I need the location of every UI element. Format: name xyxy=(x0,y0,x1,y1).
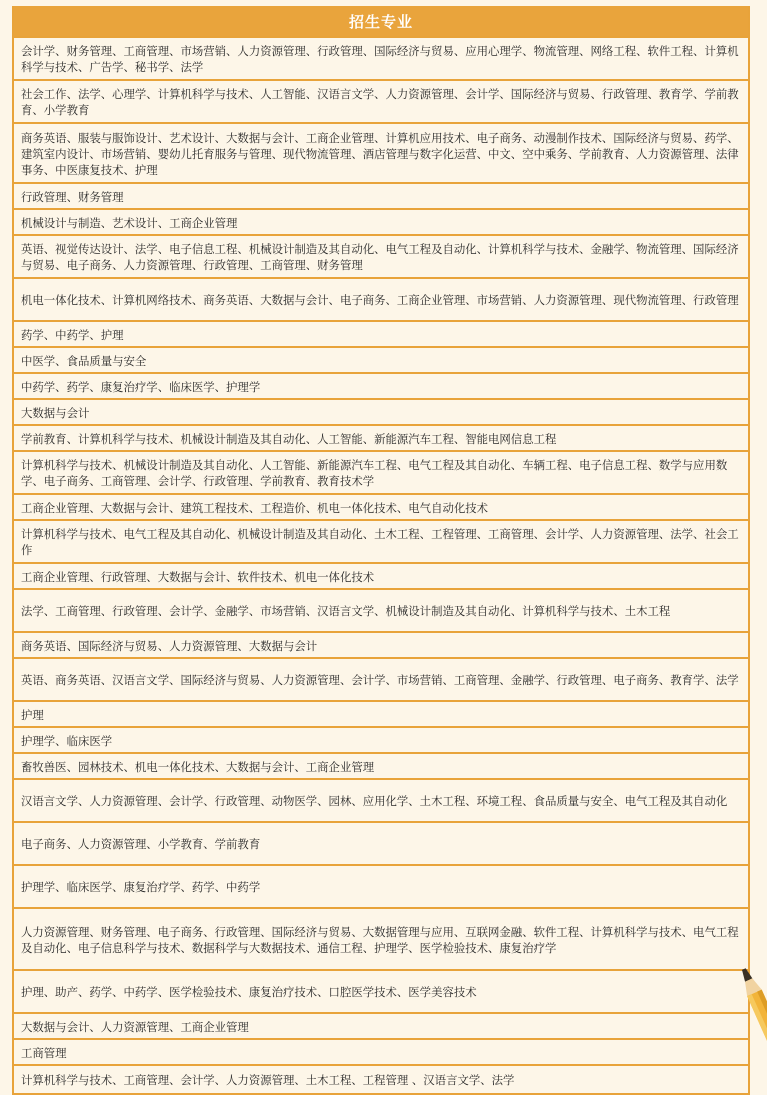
table-cell: 机械设计与制造、艺术设计、工商企业管理 xyxy=(21,215,238,230)
table-cell: 人力资源管理、财务管理、电子商务、行政管理、国际经济与贸易、大数据管理与应用、互联网金融、软件工程、计算机科学与技术、电气工程及自动化、电子信息科学与技术、数据科学与大数据技术、通信工程、护理学、医学检验技术、康复治疗学 xyxy=(21,924,739,955)
table-cell: 工商管理 xyxy=(21,1045,67,1060)
table-cell: 工商企业管理、大数据与会计、建筑工程技术、工程造价、机电一体化技术、电气自动化技术 xyxy=(21,500,489,515)
table-row xyxy=(14,234,748,277)
table-cell: 学前教育、计算机科学与技术、机械设计制造及其自动化、人工智能、新能源汽车工程、智能电网信息工程 xyxy=(21,431,557,446)
table-row xyxy=(14,700,748,726)
table-cell: 商务英语、国际经济与贸易、人力资源管理、大数据与会计 xyxy=(21,638,318,653)
table-row xyxy=(14,208,748,234)
table-row xyxy=(14,1064,748,1093)
table-row xyxy=(14,346,748,372)
table-row xyxy=(14,79,748,122)
table-cell: 畜牧兽医、园林技术、机电一体化技术、大数据与会计、工商企业管理 xyxy=(21,759,375,774)
table-row xyxy=(14,122,748,182)
table-row xyxy=(14,1038,748,1064)
table-row xyxy=(14,864,748,907)
table-cell: 商务英语、服装与服饰设计、艺术设计、大数据与会计、工商企业管理、计算机应用技术、电子商务、动漫制作技术、国际经济与贸易、药学、建筑室内设计、市场营销、婴幼儿托育服务与管理、现代物流管理、酒店管理与数字化运营、中文、空中乘务、学前教育、人力资源管理、法律事务、中医康复技术、护理 xyxy=(21,130,739,177)
table-cell: 护理学、临床医学 xyxy=(21,733,113,748)
table-row xyxy=(14,657,748,700)
table-row xyxy=(14,969,748,1012)
table-cell: 护理 xyxy=(21,707,44,722)
table-cell: 英语、商务英语、汉语言文学、国际经济与贸易、人力资源管理、会计学、市场营销、工商管理、金融学、行政管理、电子商务、教育学、法学 xyxy=(21,673,739,687)
table-row xyxy=(14,450,748,493)
table-cell: 电子商务、人力资源管理、小学教育、学前教育 xyxy=(21,837,261,851)
table-cell: 计算机科学与技术、机械设计制造及其自动化、人工智能、新能源汽车工程、电气工程及其自动化、车辆工程、电子信息工程、数学与应用数学、电子商务、工商管理、会计学、行政管理、学前教育、教育技术学 xyxy=(21,458,728,488)
table-cell: 计算机科学与技术、工商管理、会计学、人力资源管理、土木工程、工程管理 、汉语言文学、法学 xyxy=(21,1073,515,1087)
table-row xyxy=(14,588,748,631)
table-cell: 计算机科学与技术、电气工程及其自动化、机械设计制造及其自动化、土木工程、工程管理、工商管理、会计学、人力资源管理、法学、社会工作 xyxy=(21,527,739,557)
table-cell: 行政管理、财务管理 xyxy=(21,189,124,204)
table-row xyxy=(14,778,748,821)
table-row xyxy=(14,907,748,969)
table-row xyxy=(14,398,748,424)
table-cell: 大数据与会计、人力资源管理、工商企业管理 xyxy=(21,1019,249,1034)
table-row xyxy=(14,424,748,450)
table-cell: 英语、视觉传达设计、法学、电子信息工程、机械设计制造及其自动化、电气工程及自动化、计算机科学与技术、金融学、物流管理、国际经济与贸易、电子商务、人力资源管理、行政管理、工商管理、财务管理 xyxy=(21,242,739,272)
table-cell: 药学、中药学、护理 xyxy=(21,327,124,342)
table-row xyxy=(14,821,748,864)
table-row xyxy=(14,36,748,79)
table-row xyxy=(14,493,748,519)
table-header xyxy=(14,6,748,36)
table-cell: 法学、工商管理、行政管理、会计学、金融学、市场营销、汉语言文学、机械设计制造及其自动化、计算机科学与技术、土木工程 xyxy=(21,604,671,618)
table-cell: 工商企业管理、行政管理、大数据与会计、软件技术、机电一体化技术 xyxy=(21,569,375,584)
table-row xyxy=(14,277,748,320)
table-row xyxy=(14,726,748,752)
table-row xyxy=(14,519,748,562)
table-row xyxy=(14,372,748,398)
pencil-icon xyxy=(736,968,767,1095)
table-row xyxy=(14,562,748,588)
table-cell: 护理、助产、药学、中药学、医学检验技术、康复治疗技术、口腔医学技术、医学美容技术 xyxy=(21,985,477,999)
table-cell: 汉语言文学、人力资源管理、会计学、行政管理、动物医学、园林、应用化学、土木工程、环境工程、食品质量与安全、电气工程及其自动化 xyxy=(21,794,728,808)
table-cell: 会计学、财务管理、工商管理、市场营销、人力资源管理、行政管理、国际经济与贸易、应用心理学、物流管理、网络工程、软件工程、计算机科学与技术、广告学、秘书学、法学 xyxy=(21,44,739,74)
table-cell: 机电一体化技术、计算机网络技术、商务英语、大数据与会计、电子商务、工商企业管理、市场营销、人力资源管理、现代物流管理、行政管理 xyxy=(21,293,739,307)
table-row xyxy=(14,320,748,346)
table-cell: 大数据与会计 xyxy=(21,405,90,420)
table-row xyxy=(14,752,748,778)
table-row xyxy=(14,182,748,208)
table-cell: 中药学、药学、康复治疗学、临床医学、护理学 xyxy=(21,379,261,394)
table-row xyxy=(14,1012,748,1038)
table-cell: 中医学、食品质量与安全 xyxy=(21,353,147,368)
table-cell: 社会工作、法学、心理学、计算机科学与技术、人工智能、汉语言文学、人力资源管理、会计学、国际经济与贸易、行政管理、教育学、学前教育、小学教育 xyxy=(21,87,739,117)
table-header-title: 招生专业 xyxy=(348,12,413,31)
table-row xyxy=(14,631,748,657)
enrollment-majors-table xyxy=(12,6,750,1095)
table-cell: 护理学、临床医学、康复治疗学、药学、中药学 xyxy=(21,880,261,894)
